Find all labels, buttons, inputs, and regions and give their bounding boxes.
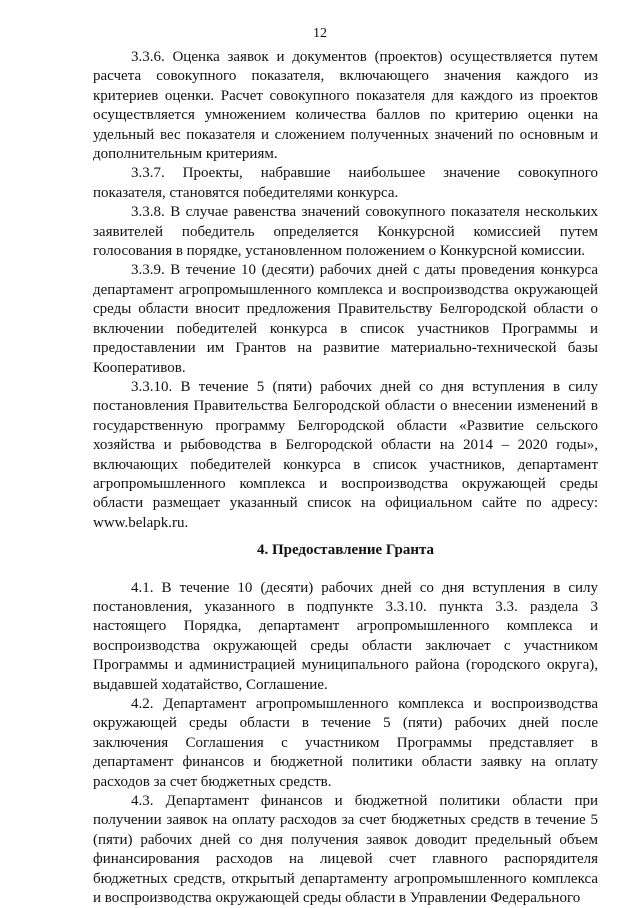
paragraph-4-3: 4.3. Департамент финансов и бюджетной политики области при получении заявок на оплату расходов за счет бюджетных средств в течение 5 (пяти) рабочих дней со дня получения заявок доводит предельный объем финансирования расходов на лицевой счет главного распорядителя бюджетных средств, открытый департаменту агропромышленного комплекса и воспроизводства окружающей среды области в Управлении Федерального <box>93 793 598 907</box>
section-heading: 4. Предоставление Гранта <box>256 542 435 559</box>
paragraph-3-3-6: 3.3.6. Оценка заявок и документов (проектов) осуществляется путем расчета совокупного показателя, включающего значения каждого из критериев оценки. Расчет совокупного показателя для каждого из проектов осуществляется умножением количества баллов по критерию оценки на удельный вес показателя и сложением полученных значений по основным и дополнительным критериям. <box>93 49 598 163</box>
page-number: 12 <box>313 26 327 41</box>
paragraph-3-3-10: 3.3.10. В течение 5 (пяти) рабочих дней со дня вступления в силу постановления Правительства Белгородской области о внесении изменений в государственную программу Белгородской области «Развитие сельского хозяйства и рыбоводства в Белгородской области на 2014 – 2020 годы», включающих победителей конкурса в список участников, департамент агропромышленного комплекса и воспроизводства окружающей среды области размещает указанный список на официальном сайте по адресу: www.belapk.ru. <box>93 378 598 531</box>
paragraph-4-2: 4.2. Департамент агропромышленного комплекса и воспроизводства окружающей среды области в течение 5 (пяти) рабочих дней после заключения Соглашения с участником Программы представляет в департамент финансов и бюджетной политики области заявку на оплату расходов за счет бюджетных средств. <box>93 696 598 790</box>
paragraph-3-3-7: 3.3.7. Проекты, набравшие наибольшее значение совокупного показателя, становятся победителями конкурса. <box>93 165 598 201</box>
document-body <box>93 48 598 908</box>
paragraph-4-1: 4.1. В течение 10 (десяти) рабочих дней со дня вступления в силу постановления, указанного в подпункте 3.3.10. пункта 3.3. раздела 3 настоящего Порядка, департамент агропромышленного комплекса и воспроизводства окружающей среды области заключает с участником Программы и администрацией муниципального района (городского округа), выдавшей ходатайство, Соглашение. <box>93 579 598 693</box>
paragraph-3-3-9: 3.3.9. В течение 10 (десяти) рабочих дней с даты проведения конкурса департамент агропромышленного комплекса и воспроизводства окружающей среды области вносит предложения Правительству Белгородской области о включении победителей конкурса в список участников Программы и предоставлении им Грантов на развитие материально-технической базы Кооперативов. <box>93 262 598 376</box>
paragraph-3-3-8: 3.3.8. В случае равенства значений совокупного показателя нескольких заявителей победитель определяется Конкурсной комиссией путем голосования в порядке, установленном положением о Конкурсной комиссии. <box>93 204 598 260</box>
